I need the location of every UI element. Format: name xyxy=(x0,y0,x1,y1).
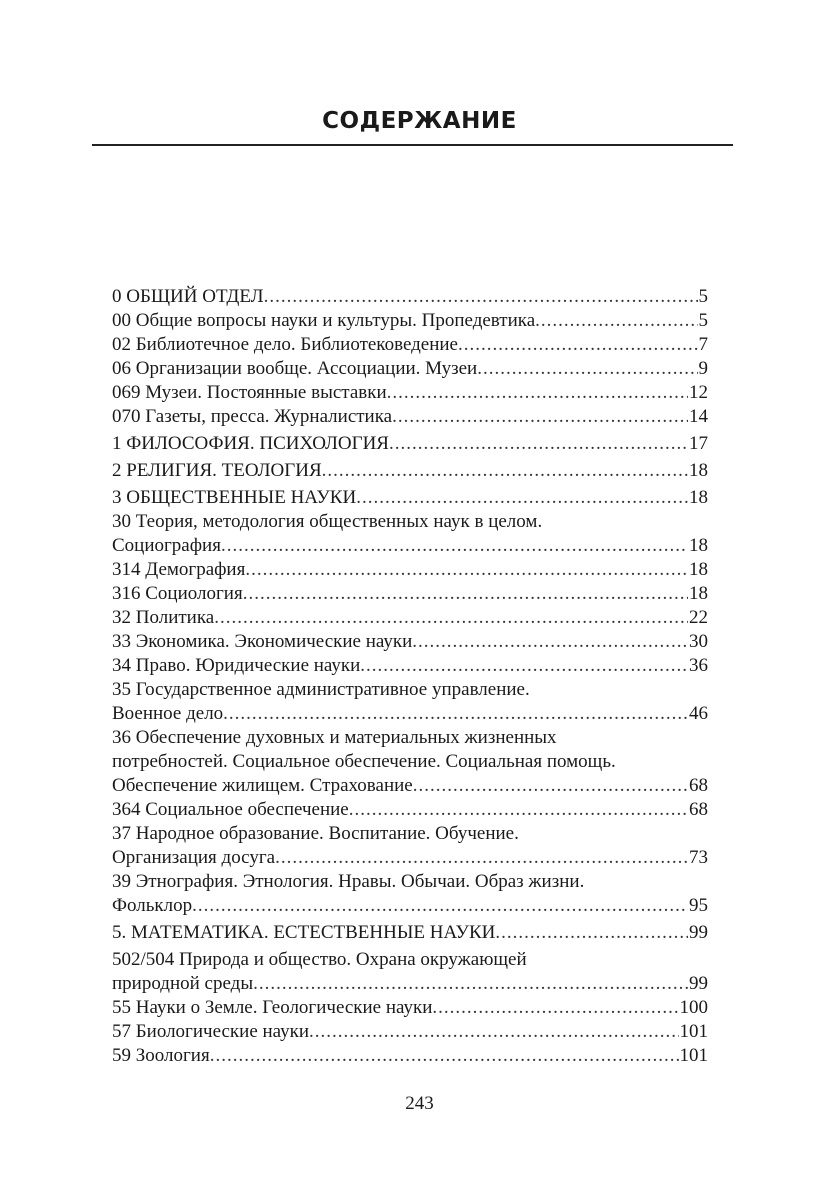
toc-entry xyxy=(112,1020,708,1044)
toc-line xyxy=(112,996,708,1020)
toc-entry-title: 5. МАТЕМАТИКА. ЕСТЕСТВЕННЫЕ НАУКИ xyxy=(112,922,496,943)
dot-leader xyxy=(458,333,698,357)
dot-leader xyxy=(389,432,688,456)
toc-entry xyxy=(112,510,708,558)
toc-entry xyxy=(112,333,708,357)
toc-page-number: 30 xyxy=(689,631,708,652)
dot-leader xyxy=(392,405,688,429)
toc-line xyxy=(112,459,708,483)
toc-entry-title: 314 Демография xyxy=(112,559,246,580)
toc-entry-title: 00 Общие вопросы науки и культуры. Пропедевтика xyxy=(112,310,536,331)
toc-entry-title: 02 Библиотечное дело. Библиотековедение xyxy=(112,334,458,355)
toc-page-number: 100 xyxy=(679,997,708,1018)
toc-entry-title: Военное дело xyxy=(112,703,224,724)
toc-page-number: 18 xyxy=(689,487,708,508)
toc-page-number: 101 xyxy=(679,1045,708,1066)
toc-page-number: 18 xyxy=(689,583,708,604)
toc-entry-title: 069 Музеи. Постоянные выставки xyxy=(112,382,387,403)
dot-leader xyxy=(275,846,688,870)
toc-line xyxy=(112,870,708,894)
toc-page-number: 99 xyxy=(689,922,708,943)
toc-page-number: 46 xyxy=(689,703,708,724)
toc-entry xyxy=(112,921,708,945)
toc-entry xyxy=(112,405,708,429)
dot-leader xyxy=(413,774,688,798)
toc-entry-title: природной среды xyxy=(112,973,254,994)
page-title: СОДЕРЖАНИЕ xyxy=(322,108,517,134)
toc-entry xyxy=(112,486,708,510)
dot-leader xyxy=(210,1044,679,1068)
dot-leader xyxy=(221,534,688,558)
dot-leader xyxy=(264,285,698,309)
toc-line xyxy=(112,357,708,381)
toc-entry-title: 1 ФИЛОСОФИЯ. ПСИХОЛОГИЯ xyxy=(112,433,389,454)
toc-entry xyxy=(112,582,708,606)
toc-entry xyxy=(112,726,708,798)
toc-entry xyxy=(112,948,708,996)
page-number: 243 xyxy=(405,1093,434,1114)
toc-entry xyxy=(112,678,708,726)
toc-page-number: 5 xyxy=(698,310,708,331)
toc-entry xyxy=(112,630,708,654)
toc-entry-title: 36 Обеспечение духовных и материальных жизненных xyxy=(112,727,557,748)
toc-page-number: 17 xyxy=(689,433,708,454)
toc-entry-title: Организация досуга xyxy=(112,847,276,868)
toc-line xyxy=(112,333,708,357)
toc-line xyxy=(112,1044,708,1068)
toc-entry xyxy=(112,285,708,309)
toc-line xyxy=(112,894,708,918)
dot-leader xyxy=(495,921,688,945)
toc-page-number: 95 xyxy=(689,895,708,916)
toc-entry-title: 30 Теория, методология общественных наук в целом. xyxy=(112,511,543,532)
toc-line xyxy=(112,432,708,456)
toc-line xyxy=(112,1020,708,1044)
toc-entry-title: 39 Этнография. Этнология. Нравы. Обычаи. Образ жизни. xyxy=(112,871,585,892)
toc-entry-title: 37 Народное образование. Воспитание. Обучение. xyxy=(112,823,519,844)
dot-leader xyxy=(360,654,688,678)
toc-page-number: 73 xyxy=(689,847,708,868)
toc-entry-title: 364 Социальное обеспечение xyxy=(112,799,349,820)
toc-line xyxy=(112,921,708,945)
toc-page-number: 68 xyxy=(689,775,708,796)
toc-entry-title: 3 ОБЩЕСТВЕННЫЕ НАУКИ xyxy=(112,487,357,508)
dot-leader xyxy=(309,1020,678,1044)
toc-line xyxy=(112,606,708,630)
dot-leader xyxy=(223,702,688,726)
toc-page-number: 14 xyxy=(689,406,708,427)
toc-line xyxy=(112,774,708,798)
toc-entry xyxy=(112,1044,708,1068)
dot-leader xyxy=(535,309,697,333)
toc-line xyxy=(112,654,708,678)
toc-line xyxy=(112,750,708,774)
dot-leader xyxy=(387,381,688,405)
toc-entry xyxy=(112,357,708,381)
toc-line xyxy=(112,972,708,996)
toc-entry-title: 34 Право. Юридические науки xyxy=(112,655,361,676)
toc-entry-title: Социография xyxy=(112,535,221,556)
dot-leader xyxy=(432,996,678,1020)
toc-entry xyxy=(112,606,708,630)
toc-entry xyxy=(112,654,708,678)
toc-page-number: 18 xyxy=(689,460,708,481)
dot-leader xyxy=(356,486,688,510)
toc-line xyxy=(112,630,708,654)
dot-leader xyxy=(243,582,688,606)
toc-entry-title: 0 ОБЩИЙ ОТДЕЛ xyxy=(112,286,264,307)
toc-line xyxy=(112,822,708,846)
toc-entry xyxy=(112,996,708,1020)
toc-page-number: 5 xyxy=(698,286,708,307)
toc-entry-title: 59 Зоология xyxy=(112,1045,210,1066)
toc-line xyxy=(112,405,708,429)
toc-entry xyxy=(112,870,708,918)
toc-entry-title: 32 Политика xyxy=(112,607,215,628)
toc-page-number: 18 xyxy=(689,559,708,580)
toc-entry xyxy=(112,822,708,870)
dot-leader xyxy=(245,558,688,582)
toc-line xyxy=(112,678,708,702)
dot-leader xyxy=(253,972,688,996)
toc-line xyxy=(112,510,708,534)
toc-entry xyxy=(112,432,708,456)
toc-page-number: 68 xyxy=(689,799,708,820)
toc-page-number: 36 xyxy=(689,655,708,676)
toc-entry xyxy=(112,381,708,405)
toc-entry-title: 35 Государственное административное управление. xyxy=(112,679,530,700)
toc-line xyxy=(112,798,708,822)
toc-entry-title: Фольклор xyxy=(112,895,193,916)
toc-entry-title: 316 Социология xyxy=(112,583,243,604)
toc-page-number: 7 xyxy=(698,334,708,355)
toc-entry-title: потребностей. Социальное обеспечение. Социальная помощь. xyxy=(112,751,616,772)
toc-line xyxy=(112,486,708,510)
toc-entry xyxy=(112,459,708,483)
toc-line xyxy=(112,702,708,726)
dot-leader xyxy=(322,459,688,483)
table-of-contents xyxy=(112,285,708,1068)
toc-page-number: 9 xyxy=(698,358,708,379)
dot-leader xyxy=(214,606,688,630)
toc-entry-title: 55 Науки о Земле. Геологические науки xyxy=(112,997,433,1018)
toc-entry xyxy=(112,558,708,582)
toc-entry-title: 33 Экономика. Экономические науки xyxy=(112,631,413,652)
title-divider xyxy=(92,144,733,146)
toc-page-number: 12 xyxy=(689,382,708,403)
toc-entry-title: 502/504 Природа и общество. Охрана окружающей xyxy=(112,949,527,970)
toc-entry-title: 2 РЕЛИГИЯ. ТЕОЛОГИЯ xyxy=(112,460,322,481)
toc-line xyxy=(112,309,708,333)
toc-line xyxy=(112,285,708,309)
toc-page-number: 101 xyxy=(679,1021,708,1042)
toc-page-number: 18 xyxy=(689,535,708,556)
toc-entry-title: 57 Биологические науки xyxy=(112,1021,310,1042)
toc-page-number: 99 xyxy=(689,973,708,994)
toc-entry xyxy=(112,798,708,822)
toc-entry-title: Обеспечение жилищем. Страхование xyxy=(112,775,413,796)
dot-leader xyxy=(192,894,688,918)
toc-entry-title: 070 Газеты, пресса. Журналистика xyxy=(112,406,393,427)
toc-line xyxy=(112,726,708,750)
toc-line xyxy=(112,534,708,558)
dot-leader xyxy=(477,357,697,381)
toc-page-number: 22 xyxy=(689,607,708,628)
dot-leader xyxy=(349,798,688,822)
dot-leader xyxy=(412,630,688,654)
toc-entry xyxy=(112,309,708,333)
toc-entry-title: 06 Организации вообще. Ассоциации. Музеи xyxy=(112,358,478,379)
toc-line xyxy=(112,558,708,582)
toc-line xyxy=(112,948,708,972)
toc-line xyxy=(112,381,708,405)
toc-line xyxy=(112,582,708,606)
toc-line xyxy=(112,846,708,870)
